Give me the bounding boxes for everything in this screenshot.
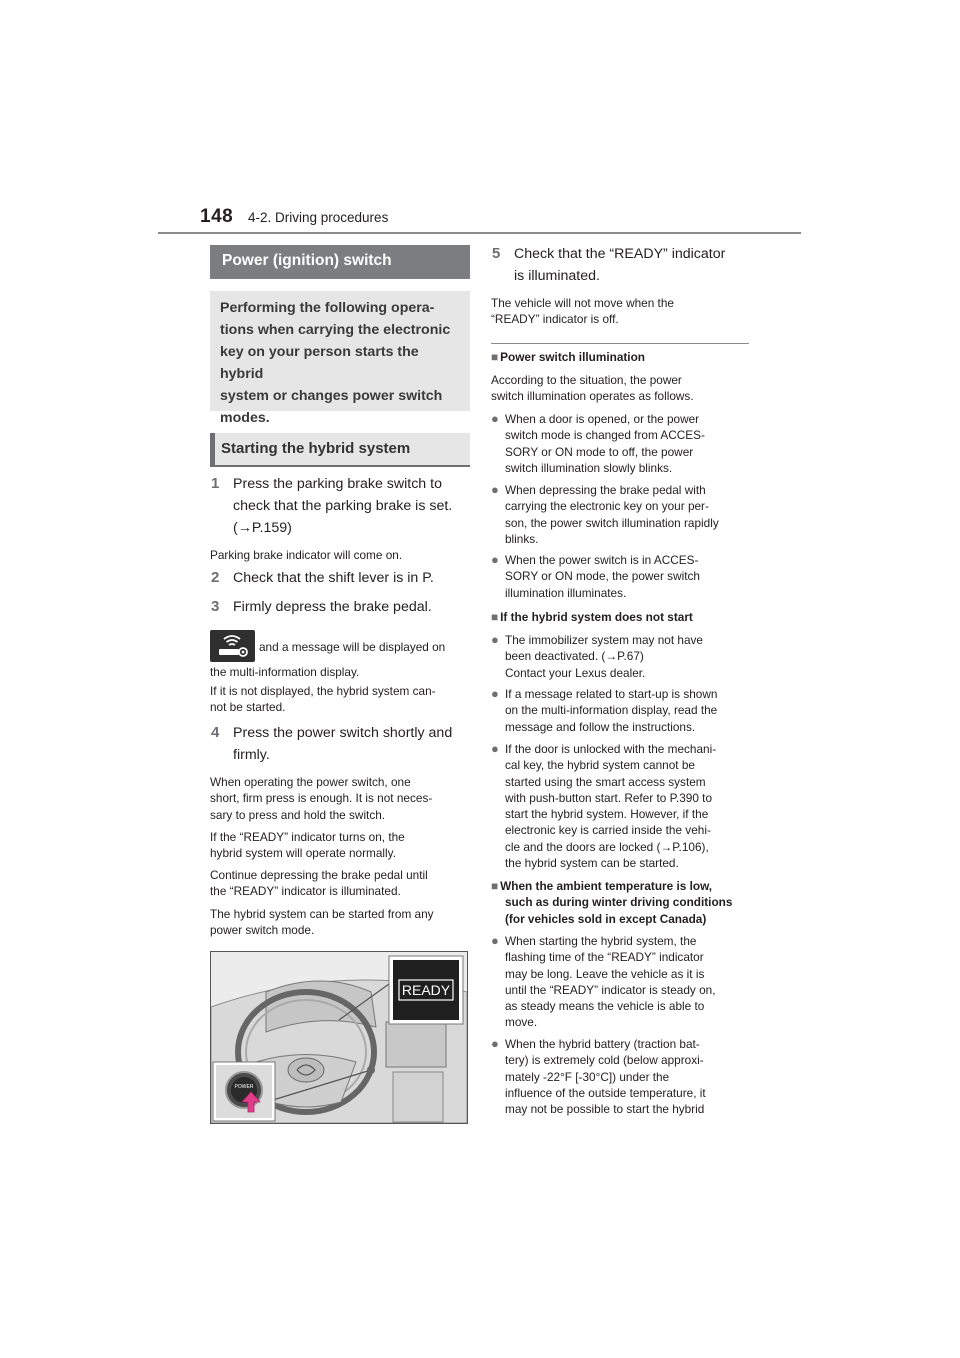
- note-line: short, firm press is enough. It is not neces-: [210, 791, 433, 806]
- note-line: sary to press and hold the switch.: [210, 807, 386, 822]
- bullet-item: ● When the power switch is in ACCES- SORY or ON mode, the power switch illumination illuminates.: [491, 552, 700, 600]
- step-line: (→P.159): [233, 520, 292, 536]
- step-4-note: [210, 829, 472, 862]
- step-number: 4: [211, 724, 220, 741]
- step-line: Press the parking brake switch to: [233, 476, 442, 492]
- step-number: 3: [211, 598, 220, 615]
- bullet-dot-icon: ●: [491, 1036, 499, 1051]
- bullet-dot-icon: ●: [491, 686, 499, 701]
- step-3-note-line: and a message will be displayed on: [259, 640, 446, 654]
- note-line: If the “READY” indicator turns on, the: [210, 830, 405, 844]
- bullet-dot-icon: ●: [491, 632, 499, 647]
- section-title: Power (ignition) switch: [210, 245, 470, 279]
- bullet-item: ● If a message related to start-up is shown on the multi-information display, read the message and follow the instructions.: [491, 686, 718, 734]
- step-line: Check that the shift lever is in P.: [233, 570, 434, 586]
- step-line: is illuminated.: [514, 268, 600, 284]
- divider: [491, 343, 749, 344]
- bullet-item: ● If the door is unlocked with the mechani- cal key, the hybrid system cannot be started using the smart access system with push-button start. Refer to P.390 to start the hybrid system. However, if the electronic key is carried inside the vehi- cle and the doors are locked (→P.106), the hybrid system can be started.: [491, 741, 717, 871]
- intro-line: Performing the following opera-: [220, 300, 435, 316]
- step-4-note: [210, 774, 472, 823]
- step-line: Check that the “READY” indicator: [514, 246, 726, 262]
- step-3: [211, 596, 469, 618]
- power-switch-label: POWER: [234, 1084, 254, 1090]
- dashboard-illustration: [210, 951, 468, 1124]
- square-bullet-icon: ■: [491, 350, 499, 364]
- page-number: 148: [200, 206, 234, 227]
- note-line: “READY” indicator is off.: [491, 312, 619, 327]
- bullet-dot-icon: ●: [491, 552, 499, 567]
- step-4: [211, 722, 469, 766]
- bullet-item: ● When depressing the brake pedal with carrying the electronic key on your per- son, the power switch illumination rapidly blinks.: [491, 482, 719, 546]
- step-3-note-line: the multi-information display.: [210, 665, 360, 679]
- step-number: 5: [492, 245, 501, 262]
- note-line: The hybrid system can be started from any: [210, 907, 434, 921]
- header-rule: [158, 232, 801, 234]
- bullet-dot-icon: ●: [491, 933, 499, 948]
- step-line: check that the parking brake is set.: [233, 498, 453, 514]
- note-line: Continue depressing the brake pedal until: [210, 868, 428, 882]
- step-line: Firmly depress the brake pedal.: [233, 599, 432, 615]
- step-line: firmly.: [233, 747, 270, 763]
- note-line: When operating the power switch, one: [210, 775, 411, 789]
- step-5-note: [491, 295, 674, 328]
- step-5: [492, 243, 750, 287]
- illumination-intro: [491, 372, 694, 405]
- square-bullet-icon: ■: [491, 879, 499, 893]
- bullet-item: ● When the hybrid battery (traction bat- tery) is extremely cold (below approxi- mately -22°F [-30°C]) under the influence of the outside temperature, it may not be possible to start the hybrid: [491, 1036, 706, 1117]
- step-3-note-line: If it is not displayed, the hybrid system can-: [210, 684, 436, 698]
- intro-line: key on your person starts the hybrid: [220, 344, 419, 382]
- intro-line: tions when carrying the electronic: [220, 322, 451, 338]
- heading-low-temperature: ■ When the ambient temperature is low, such as during winter driving conditions (for vehicles sold in except Canada): [491, 879, 733, 926]
- text-line: According to the situation, the power: [491, 373, 682, 387]
- step-number: 2: [211, 569, 220, 586]
- intro-line: system or changes power switch: [220, 388, 443, 404]
- note-line: the “READY” indicator is illuminated.: [210, 884, 401, 899]
- note-line: The vehicle will not move when the: [491, 296, 674, 310]
- note-line: hybrid system will operate normally.: [210, 846, 396, 861]
- intro-box: [210, 291, 470, 426]
- step-1-note: Parking brake indicator will come on.: [210, 548, 403, 562]
- bullet-dot-icon: ●: [491, 482, 499, 497]
- bullet-dot-icon: ●: [491, 741, 499, 756]
- step-2: [211, 567, 469, 589]
- heading-power-switch-illumination: ■ Power switch illumination: [491, 350, 645, 364]
- step-number: 1: [211, 475, 220, 492]
- step-3-note-line: not be started.: [210, 700, 286, 714]
- square-bullet-icon: ■: [491, 610, 499, 624]
- step-1: [211, 473, 469, 539]
- step-4-note: [210, 867, 472, 900]
- bullet-item: ● When a door is opened, or the power switch mode is changed from ACCES- SORY or ON mode to off, the power switch illumination slowly blinks.: [491, 411, 705, 475]
- step-line: Press the power switch shortly and: [233, 725, 453, 741]
- note-line: power switch mode.: [210, 923, 315, 938]
- section-label: 4-2. Driving procedures: [248, 210, 389, 225]
- ready-indicator-label: READY: [401, 982, 451, 998]
- intro-line: modes.: [220, 410, 270, 426]
- heading-does-not-start: ■ If the hybrid system does not start: [491, 610, 693, 624]
- bullet-dot-icon: ●: [491, 411, 499, 426]
- bullet-item: ● When starting the hybrid system, the flashing time of the “READY” indicator may be long. Leave the vehicle as it is until the “READY” indicator is steady on, as steady means the vehicle is able to move.: [491, 933, 716, 1030]
- subsection-title: Starting the hybrid system: [210, 433, 470, 467]
- text-line: switch illumination operates as follows.: [491, 389, 694, 404]
- bullet-item: ● The immobilizer system may not have been deactivated. (→P.67) Contact your Lexus dealer.: [491, 632, 703, 680]
- power-indicator-icon: [210, 630, 255, 662]
- step-4-note: [210, 906, 472, 939]
